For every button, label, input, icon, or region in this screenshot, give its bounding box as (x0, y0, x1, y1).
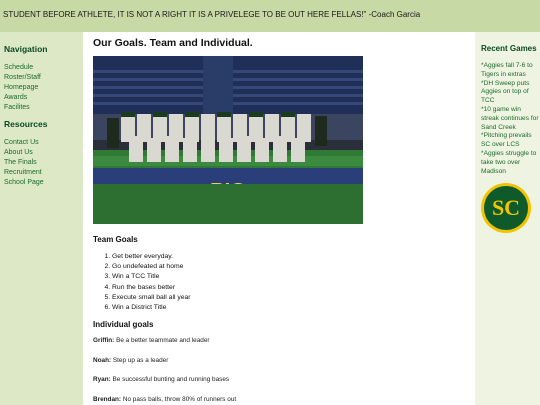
team-goal-item: 6. Win a District Title (112, 303, 475, 313)
main-content (83, 32, 475, 405)
player-name: Ryan: (93, 376, 111, 384)
nav-link-facilities[interactable]: Facilites (4, 104, 30, 111)
nav-link-schedule[interactable]: Schedule (4, 64, 34, 71)
player-goal: Step up as a leader (112, 356, 169, 364)
resources-heading: Resources (4, 119, 48, 129)
player-name: Noah: (93, 356, 112, 364)
player-name: Brendan: (93, 395, 122, 403)
school-logo (480, 182, 540, 239)
individual-goal-griffin (93, 337, 475, 344)
team-photo-image (93, 56, 363, 224)
recent-game-item: *Aggies struggle to take two over Madison (481, 149, 537, 175)
nav-link-awards[interactable]: Awards (4, 94, 28, 101)
sc-logo-icon (480, 182, 532, 234)
team-photo (93, 56, 363, 224)
recent-game-item: *10 game win streak continues for Sand Creek (481, 105, 539, 131)
individual-goal-ryan (93, 376, 475, 383)
recent-game-item: *DH Sweep puts Aggies on top of TCC (481, 79, 530, 105)
team-goal-item: 5. Execute small ball all year (112, 293, 475, 303)
nav-link-homepage[interactable]: Homepage (4, 84, 39, 91)
player-goal: Be successful bunting and running bases (112, 376, 230, 384)
recent-games-heading: Recent Games (481, 44, 537, 53)
team-goal-item: 1. Get better everyday. (112, 252, 475, 262)
page-title: Our Goals. Team and Individual. (93, 37, 253, 49)
team-goal-item: 2. Go undefeated at home (112, 262, 475, 272)
resource-link-school-page[interactable]: School Page (4, 179, 44, 186)
right-sidebar (475, 32, 540, 405)
navigation-heading: Navigation (4, 44, 48, 54)
team-goals-list (112, 252, 475, 313)
resource-link-recruitment[interactable]: Recruitment (4, 169, 42, 176)
left-sidebar (0, 32, 83, 405)
logo-letters: SC (491, 195, 521, 221)
resource-link-contact[interactable]: Contact Us (4, 139, 39, 146)
recent-game-item: *Aggies fall 7-6 to Tigers in extras (481, 62, 533, 78)
individual-goal-noah (93, 357, 475, 364)
team-goals-heading: Team Goals (93, 235, 138, 244)
nav-link-roster[interactable]: Roster/Staff (4, 74, 41, 81)
resource-link-about[interactable]: About Us (4, 149, 33, 156)
individual-goals-heading: Individual goals (93, 320, 154, 330)
team-goal-item: 4. Run the bases better (112, 283, 475, 293)
coach-quote: STUDENT BEFORE ATHLETE, IT IS NOT A RIGHT IT IS A PRIVELEGE TO BE OUT HERE FELLAS!" -Coach Garcia (3, 10, 421, 19)
player-goal: No pass balls, throw 80% of runners out (122, 395, 237, 403)
individual-goal-brendan (93, 396, 475, 403)
team-goal-item: 3. Win a TCC Title (112, 272, 475, 282)
recent-game-item: *Pitching prevails SC over LCS (481, 132, 532, 149)
resource-link-finals[interactable]: The Finals (4, 159, 37, 166)
player-goal: Be a better teammate and leader (116, 337, 210, 345)
player-name: Griffin: (93, 337, 115, 345)
top-banner (0, 0, 540, 32)
